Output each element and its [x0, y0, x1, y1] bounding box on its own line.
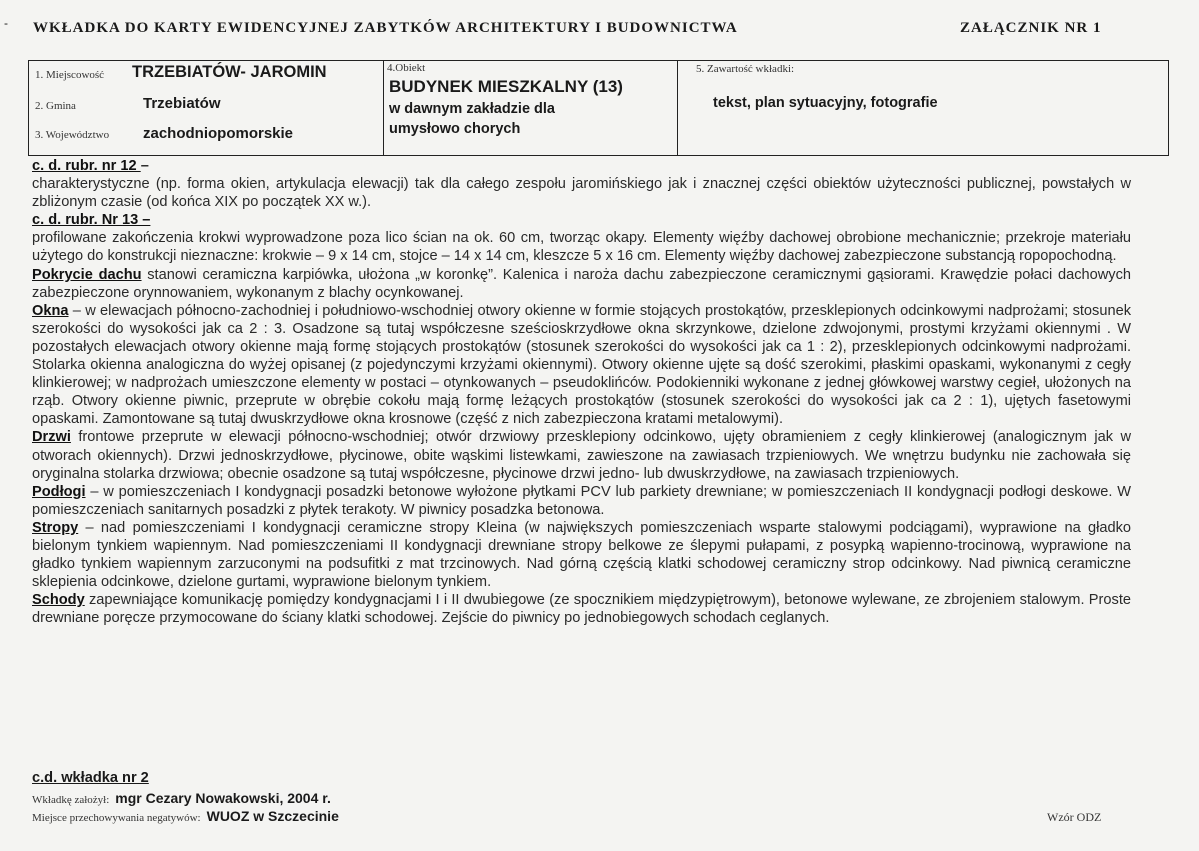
info-box-divider-1: [383, 61, 384, 155]
description-body: [32, 157, 1131, 627]
rubric-13-heading: c. d. rubr. Nr 13 –: [32, 212, 151, 229]
author-value: mgr Cezary Nowakowski, 2004 r.: [115, 790, 331, 806]
doors-text: frontowe przeprute w elewacji północno-wschodniej; otwór drzwiowy przesklepiony odcinkowo, ujęty obramieniem z cegły klinkierowej (analogicznym jak w otworach okiennych). Drzwi jednoskrzydłowe, płycinowe, obite wąskimi listewkami, zawieszone na zawiasach trzpieniowych. We wnętrzu budynku nie zachowała się oryginalna stolarka drzwiowa; obecnie osadzone są tutaj współczesne, płycinowe drzwi jedno- lub dwuskrzydłowe, na zawiasach trzpieniowych.: [32, 429, 1131, 482]
rubric-12-dash: –: [140, 158, 149, 174]
commune-label: 2. Gmina: [35, 100, 76, 112]
floors-text: – w pomieszczeniach I kondygnacji posadzki betonowe wyłożone płytkami PCV lub parkiety drewniane; w pomieszczeniach II kondygnacji podłogi deskowe. W pomieszczeniach sanitarnych posadzki z płytek terakoty. W piwnicy posadzka betonowa.: [32, 483, 1131, 518]
object-subtitle-line-2: umysłowo chorych: [389, 121, 521, 137]
windows-text: – w elewacjach północno-zachodniej i południowo-wschodniej otwory okienne w formie stojących prostokątów, przesklepionych odcinkowymi nadprożami; stosunek szerokości do wysokości jak ca 2 : 3. Osadzone są tutaj współczesne sześcioskrzydłowe okna skrzynkowe, dzielone zdwojonymi, prostymi krzyżami okiennymi . W pozostałych elewacjach otwory okienne mają formę stojących prostokątów (stosunek szerokości do wysokości jak ca 1 : 2), przesklepionych odcinkowymi nadprożami. Stolarka okienna analogiczna do wyżej opisanej (z pojedynczymi krzyżami okiennymi). Otwory okienne ujęte są dość szerokimi, płaskimi opaskami, wykonanymi z cegły klinkierowej; w nadprożach umieszczone elementy w postaci – otynkowanych – pseudoklińców. Podokienniki wykonane z jednej główkowej warstwy cegieł, ułożonych na rząb. Otwory okienne piwnic, przeprute w obrębie cokołu mają formę leżących prostokątów (stosunek szerokości do wysokości jak ca 2 : 1), ujętych fasetowymi opaskami. Zamontowane są tutaj dwuskrzydłowe okna krosnowe (część z nich zabezpieczona kratami metalowymi).: [32, 302, 1131, 428]
document-title: WKŁADKA DO KARTY EWIDENCYJNEJ ZABYTKÓW ARCHITEKTURY I BUDOWNICTWA: [33, 20, 738, 36]
windows-paragraph: [32, 302, 1131, 429]
rubric-13-text: profilowane zakończenia krokwi wyprowadzone poza lico ścian na ok. 60 cm, tworząc okapy. Elementy więźby dachowej obrobione mechanicznie; przekroje materiału użytego do konstrukcji nieznaczne: krokwie – 9 x 14 cm, stojce – 14 x 14 cm, kleszcze 5 x 16 cm. Elementy więźby dachowej zabezpieczone substancją ropopochodną.: [32, 230, 1131, 265]
corner-mark: -: [4, 16, 8, 30]
floors-heading: Podłogi: [32, 483, 86, 500]
object-subtitle-line-1: w dawnym zakładzie dla: [389, 101, 555, 117]
object-title: BUDYNEK MIESZKALNY (13): [389, 77, 623, 96]
commune-value: Trzebiatów: [143, 95, 221, 112]
windows-heading: Okna: [32, 302, 69, 319]
rubric-13-block: [32, 211, 1131, 229]
contents-value: tekst, plan sytuacyjny, fotografie: [713, 95, 938, 111]
locality-label: 1. Miejscowość: [35, 69, 105, 81]
voivodeship-value: zachodniopomorskie: [143, 125, 294, 142]
doors-heading: Drzwi: [32, 429, 71, 446]
storage-value: WUOZ w Szczecinie: [206, 808, 339, 824]
floors-paragraph: [32, 483, 1131, 519]
rubric-12-text: charakterystyczne (np. forma okien, artykulacja elewacji) tak dla całego zespołu jaromińskiego jak i znacznej części obiektów użyteczności publicznej, powstałych w zbliżonym czasie (od końca XIX po początek XX w.).: [32, 176, 1131, 211]
storage-label: Miejsce przechowywania negatywów:: [32, 812, 201, 824]
stairs-text: zapewniające komunikację pomiędzy kondygnacjami I i II dwubiegowe (ze spocznikiem międzypiętrowym), betonowe wylewane, ze zbrojeniem stalowym. Proste drewniane poręcze przymocowane do ściany klatki schodowej. Zejście do piwnicy po jednobiegowych schodach ceglanych.: [32, 592, 1131, 627]
doors-paragraph: [32, 428, 1131, 482]
stairs-heading: Schody: [32, 592, 85, 609]
annex-number: ZAŁĄCZNIK NR 1: [960, 20, 1102, 36]
roof-text: stanowi ceramiczna karpiówka, ułożona „w koronkę”. Kalenica i naroża dachu zabezpieczone ceramicznymi gąsiorami. Krawędzie połaci dachowych zabezpieczone orynnowaniem, wykonanym z blachy ocynkowanej.: [32, 266, 1131, 301]
storage-line: [32, 808, 339, 826]
rubric-12-block: [32, 157, 1131, 175]
contents-label: 5. Zawartość wkładki:: [696, 63, 795, 75]
object-label: 4.Obiekt: [387, 62, 426, 74]
voivodeship-label: 3. Województwo: [35, 129, 110, 141]
ceilings-text: – nad pomieszczeniami I kondygnacji ceramiczne stropy Kleina (w największych pomieszczeniach wsparte stalowymi podciągami), wyprawione na gładko bielonym tynkiem wapiennym. Nad pomieszczeniami II kondygnacji drewniane stropy belkowe ze ślepymi pułapami, z posypką wapienno-trocinową, wyprawione na gładko tynkiem wapiennym zarzuconymi na podsufitki z mat trzcinowych. Nad górną częścią klatki schodowej ceramiczny strop odcinkowy. Nad piwnicą ceramiczne sklepienia odcinkowe, dzielone gurtami, wyprawione bielonym tynkiem.: [32, 519, 1131, 591]
continuation-rubric: c.d. wkładka nr 2: [32, 770, 149, 786]
ceilings-paragraph: [32, 519, 1131, 591]
rubric-12-heading: c. d. rubr. nr 12: [32, 158, 141, 174]
roof-heading: Pokrycie dachu: [32, 266, 142, 283]
ceilings-heading: Stropy: [32, 519, 79, 536]
info-box-divider-2: [677, 61, 678, 155]
author-label: Wkładkę założył:: [32, 794, 110, 806]
author-line: [32, 790, 331, 808]
info-box: [28, 60, 1169, 156]
template-mark: Wzór ODZ: [1047, 810, 1102, 824]
stairs-paragraph: [32, 591, 1131, 627]
locality-value: TRZEBIATÓW- JAROMIN: [132, 63, 327, 81]
roof-paragraph: [32, 266, 1131, 302]
